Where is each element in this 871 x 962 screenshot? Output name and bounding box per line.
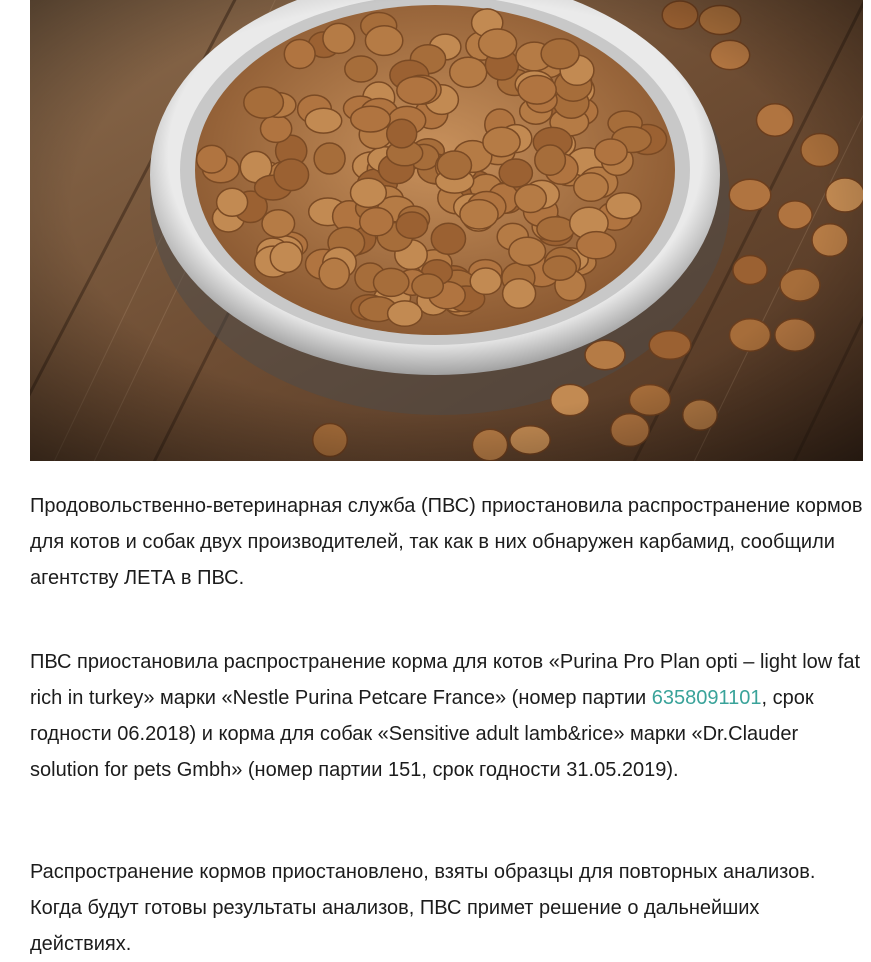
dog-food-bowl-photo [30, 0, 863, 461]
batch-number-link[interactable]: 6358091101 [651, 687, 762, 709]
paragraph-2 [30, 644, 864, 788]
hero-image [30, 0, 863, 461]
paragraph-2-text-start: ПВС приостановила распространение корма для котов «Purina Pro Plan opti – light low fat rich in turkey» марки «Nestle Purina Petcare France» (номер партии [30, 651, 861, 709]
paragraph-2-text-end: , срок годности 06.2018) и корма для собак «Sensitive adult lamb&rice» марки «Dr.Clauder solution for pets Gmbh» (номер партии 151, срок годности 31.05.2019). [30, 687, 814, 781]
paragraph-3: Распространение кормов приостановлено, взяты образцы для повторных анализов. Когда будут готовы результаты анализов, ПВС примет решение о дальнейших действиях. [30, 861, 816, 955]
paragraph-1: Продовольственно-ветеринарная служба (ПВС) приостановила распространение кормов для котов и собак двух производителей, так как в них обнаружен карбамид, сообщили агентству ЛЕТА в ПВС. [30, 495, 863, 589]
